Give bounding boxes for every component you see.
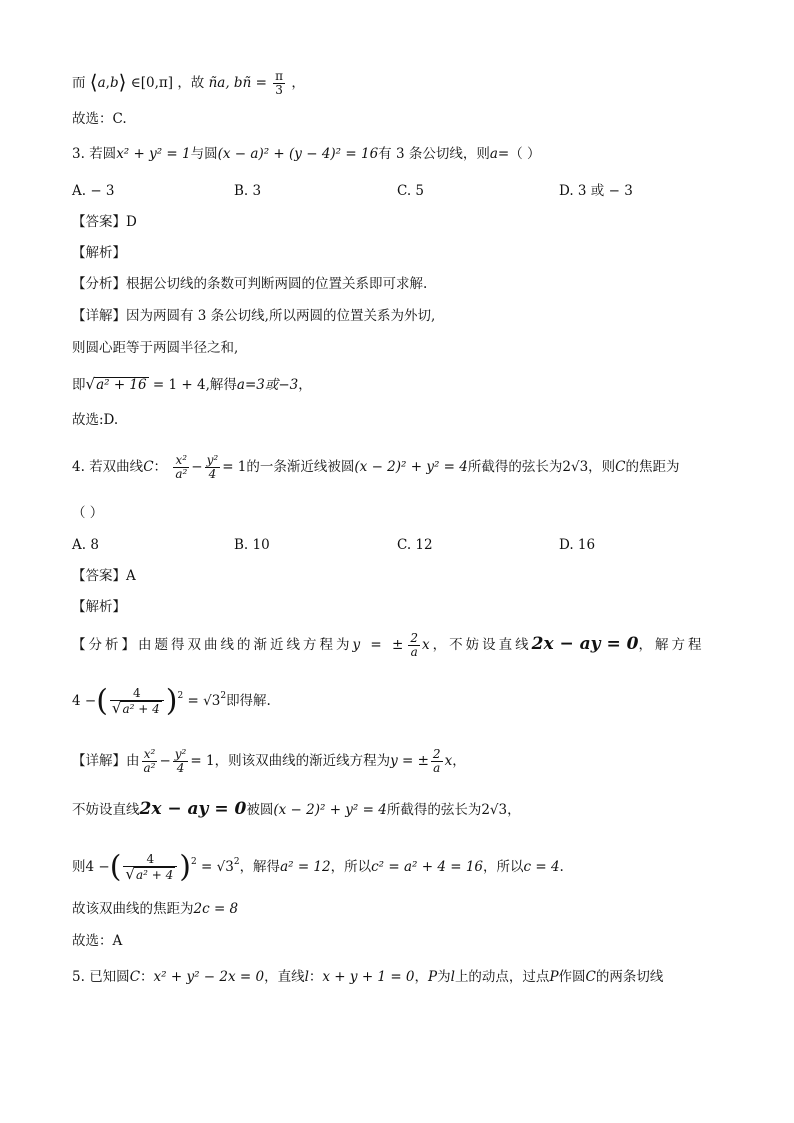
q4-analysis-tag: 【解析】 [72, 599, 126, 615]
intro-angle-expr: ña, bñ = [208, 75, 267, 91]
q3-radical: a² + 16 [96, 377, 147, 393]
q5-line-eq: x + y + 1 = 0 [322, 969, 415, 985]
q3-circle1-eq: x² + y² = 1 [116, 146, 191, 162]
q4-final: 故选：A [72, 933, 123, 949]
q3-analysis-tag: 【解析】 [72, 245, 126, 261]
q4-answer: 【答案】A [72, 568, 136, 584]
q4-option-a: A. 8 [72, 537, 99, 553]
q3-option-b: B. 3 [234, 183, 262, 199]
q4-line-eq: 2x − ay = 0 [531, 634, 639, 654]
q4-focal: 故该双曲线的焦距为2c = 8 [72, 901, 239, 917]
q4-xiangjie: 【详解】由 $\frac{\text{x²}}{\text{a²}}$ − $\frac{\text{y²}}{4}$ = 1，则该双曲线的渐近线方程为y = ± $\frac{2}{a}$ x， [72, 747, 466, 775]
q4-option-b: B. 10 [234, 537, 270, 553]
q5-circle-eq: x² + y² − 2x = 0 [153, 969, 265, 985]
intro-prefix: 而 [72, 75, 86, 91]
q3-option-c: C. 5 [397, 183, 425, 199]
q3-number: 3. [72, 146, 85, 162]
q4-xiangjie-2: 不妨设直线2x − ay = 0被圆(x − 2)² + y² = 4所截得的弦长为2√3， [72, 799, 521, 819]
q4-fenxi-eq: 4 −( $\frac{4}{\text{√a² + 4}}$ )$^2 = √3^2$即得解. [72, 683, 271, 719]
q3-answer: 【答案】D [72, 214, 137, 230]
q3-circle2-eq: (x − a)² + (y − 4)² = 16 [217, 146, 379, 162]
q3-xiangjie: 【详解】因为两圆有 3 条公切线,所以两圆的位置关系为外切, [72, 308, 436, 324]
q3-option-d: D. 3 或 − 3 [559, 183, 633, 199]
q4-fenxi: 【分析】由题得双曲线的渐近线方程为y = ± $\frac{2}{a}$ x，不妨设直线2x − ay = 0，解方程 [72, 631, 705, 659]
q3-line2: 则圆心距等于两圆半径之和, [72, 340, 239, 356]
q5-number: 5. [72, 969, 85, 985]
q3-options [72, 181, 734, 201]
q4-number: 4. [72, 459, 85, 475]
q3-stem: 3. 若圆x² + y² = 1与圆(x − a)² + (y − 4)² = 16有 3 条公切线，则a=（ ） [72, 146, 541, 162]
q3-fenxi: 【分析】根据公切线的条数可判断两圆的位置关系即可求解. [72, 276, 428, 292]
q4-paren: （ ） [72, 505, 104, 521]
q4-options [72, 535, 734, 555]
q4-option-c: C. 12 [397, 537, 433, 553]
intro-mid: ，故 [177, 75, 205, 91]
q3-option-a: A. − 3 [72, 183, 115, 199]
intro-line: 而 ⟨a,b⟩ ∈[0,π] ，故 ña, bñ = $\frac{\pi}{3}$ ， [72, 69, 305, 97]
q3-line3: 即√a² + 16 = 1 + 4,解得a=3或−3， [72, 375, 312, 393]
q4-option-d: D. 16 [559, 537, 596, 553]
intro-range: ∈[0,π] [130, 75, 174, 91]
q5-stem: 5. 已知圆C：x² + y² − 2x = 0，直线l：x + y + 1 = 0，P为l上的动点，过点P作圆C的两条切线 [72, 969, 664, 985]
q4-circle-eq: (x − 2)² + y² = 4 [354, 459, 468, 475]
q4-stem: 4. 若双曲线C： $\frac{\text{x²}}{\text{a²}}$ − $\frac{\text{y²}}{4}$ = 1的一条渐近线被圆(x − 2)² + y² = 4所截得的弦长为2√3，则C的焦距为 [72, 453, 680, 481]
q3-final: 故选:D. [72, 412, 119, 428]
q4-xiangjie-3: 则4 −( $\frac{4}{\text{√a² + 4}}$ )$^2 = √3^2$，解得a² = 12，所以c² = a² + 4 = 16，所以c = 4. [72, 849, 564, 885]
pi-over-3-fraction: $\frac{\pi}{3}$ [275, 69, 284, 97]
intro-answer: 故选：C. [72, 111, 127, 127]
